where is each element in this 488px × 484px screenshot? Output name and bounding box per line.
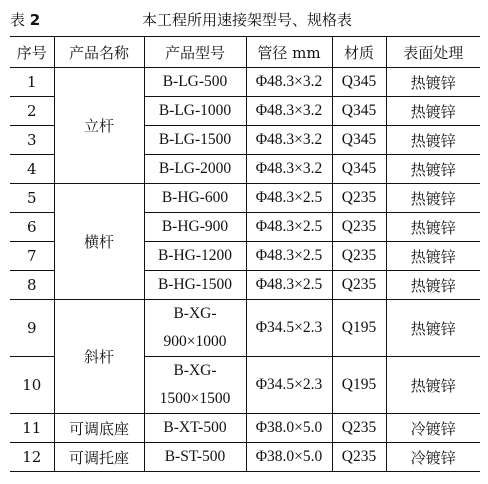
cell-diameter: Φ38.0×5.0: [246, 443, 332, 472]
cell-material: Q235: [332, 242, 386, 271]
cell-no: 11: [10, 414, 54, 443]
cell-diameter: Φ48.3×2.5: [246, 184, 332, 213]
cell-model: B-LG-500: [144, 68, 246, 97]
cell-material: Q345: [332, 155, 386, 184]
cell-model: B-XT-500: [144, 414, 246, 443]
cell-model: [144, 300, 246, 357]
cell-name: 横杆: [54, 184, 144, 300]
cell-material: Q235: [332, 213, 386, 242]
cell-finish: 热镀锌: [386, 242, 480, 271]
cell-no: 8: [10, 271, 54, 300]
cell-finish: 热镀锌: [386, 300, 480, 357]
cell-material: Q235: [332, 414, 386, 443]
cell-finish: 热镀锌: [386, 68, 480, 97]
cell-diameter: Φ38.0×5.0: [246, 414, 332, 443]
cell-finish: 热镀锌: [386, 155, 480, 184]
table-row: [10, 414, 480, 443]
cell-diameter: Φ48.3×3.2: [246, 155, 332, 184]
table-number: 2: [29, 11, 41, 29]
model-line-2: 900×1000: [163, 333, 227, 350]
cell-name: 可调托座: [54, 443, 144, 472]
cell-no: 4: [10, 155, 54, 184]
cell-material: Q195: [332, 300, 386, 357]
cell-model: [144, 357, 246, 414]
cell-material: Q345: [332, 126, 386, 155]
header-name: 产品名称: [54, 37, 144, 68]
cell-material: Q235: [332, 443, 386, 472]
cell-material: Q345: [332, 97, 386, 126]
header-no: 序号: [10, 37, 54, 68]
cell-model: B-HG-600: [144, 184, 246, 213]
cell-diameter: Φ48.3×2.5: [246, 213, 332, 242]
cell-finish: 热镀锌: [386, 97, 480, 126]
cell-no: 10: [10, 357, 54, 414]
table-row: [10, 443, 480, 472]
cell-name: 斜杆: [54, 300, 144, 414]
header-model: 产品型号: [144, 37, 246, 68]
cell-model: B-HG-1200: [144, 242, 246, 271]
cell-no: 5: [10, 184, 54, 213]
table-title: 本工程所用速接架型号、规格表: [142, 11, 353, 29]
table-row: [10, 184, 480, 213]
model-line-1: B-XG-: [173, 305, 217, 322]
table-caption: [10, 6, 478, 34]
cell-model: B-LG-2000: [144, 155, 246, 184]
cell-material: Q345: [332, 68, 386, 97]
cell-finish: 冷镀锌: [386, 443, 480, 472]
cell-diameter: Φ48.3×2.5: [246, 242, 332, 271]
cell-diameter: Φ48.3×3.2: [246, 97, 332, 126]
header-diameter: 管径 mm: [246, 37, 332, 68]
cell-no: 7: [10, 242, 54, 271]
cell-name: 立杆: [54, 68, 144, 184]
cell-no: 3: [10, 126, 54, 155]
cell-model: B-HG-900: [144, 213, 246, 242]
cell-no: 12: [10, 443, 54, 472]
cell-material: Q235: [332, 184, 386, 213]
cell-material: Q235: [332, 271, 386, 300]
cell-finish: 热镀锌: [386, 126, 480, 155]
cell-material: Q195: [332, 357, 386, 414]
cell-model: B-LG-1000: [144, 97, 246, 126]
table-row: [10, 68, 480, 97]
cell-model: B-ST-500: [144, 443, 246, 472]
cell-finish: 冷镀锌: [386, 414, 480, 443]
cell-diameter: Φ34.5×2.3: [246, 357, 332, 414]
table-label: 表 2: [10, 11, 41, 29]
cell-no: 9: [10, 300, 54, 357]
spec-table: [10, 36, 480, 472]
cell-finish: 热镀锌: [386, 271, 480, 300]
model-line-1: B-XG-: [173, 362, 217, 379]
cell-diameter: Φ48.3×3.2: [246, 68, 332, 97]
cell-finish: 热镀锌: [386, 213, 480, 242]
cell-no: 6: [10, 213, 54, 242]
header-finish: 表面处理: [386, 37, 480, 68]
cell-diameter: Φ48.3×2.5: [246, 271, 332, 300]
cell-model: B-HG-1500: [144, 271, 246, 300]
cell-no: 1: [10, 68, 54, 97]
header-material: 材质: [332, 37, 386, 68]
cell-diameter: Φ48.3×3.2: [246, 126, 332, 155]
cell-model: B-LG-1500: [144, 126, 246, 155]
table-row: [10, 300, 480, 357]
cell-diameter: Φ34.5×2.3: [246, 300, 332, 357]
cell-no: 2: [10, 97, 54, 126]
header-row: [10, 37, 480, 68]
cell-finish: 热镀锌: [386, 184, 480, 213]
cell-name: 可调底座: [54, 414, 144, 443]
model-line-2: 1500×1500: [159, 390, 231, 407]
cell-finish: 热镀锌: [386, 357, 480, 414]
